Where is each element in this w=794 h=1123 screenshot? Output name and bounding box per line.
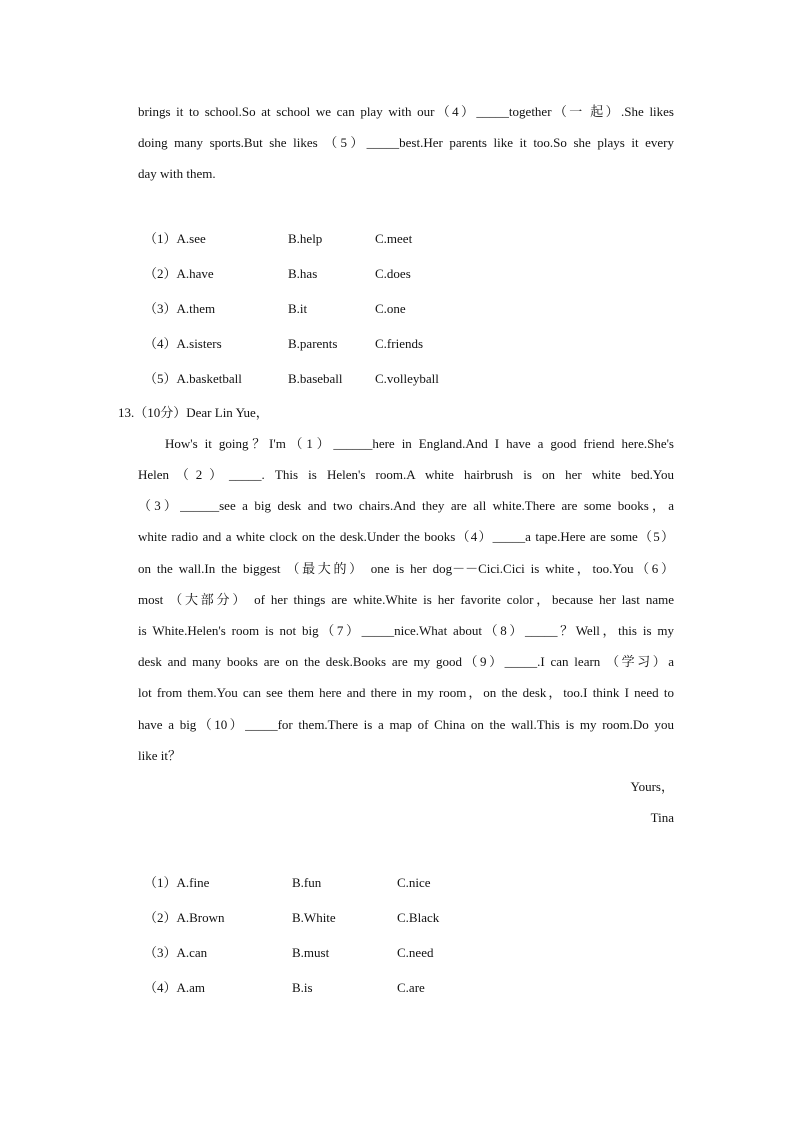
option-c: C.nice xyxy=(397,875,431,890)
option-b: B.is xyxy=(292,980,313,995)
letter-line: Helen（2）_____. This is Helen's room.A white hairbrush is on her white bed.You xyxy=(138,467,674,482)
letter-line: have a big（10）_____for them.There is a map of China on the wall.This is my room.Do you xyxy=(138,717,674,732)
option-a: （1）A.see xyxy=(144,231,206,246)
option-b: B.it xyxy=(288,301,308,316)
option-b: B.fun xyxy=(292,875,322,890)
passage-line: brings it to school.So at school we can play with our（4）_____together（一 起）.She likes xyxy=(138,104,674,119)
option-b: B.White xyxy=(292,910,336,925)
letter-line: white radio and a white clock on the desk.Under the books（4）_____a tape.Here are some（5） xyxy=(138,529,674,544)
option-b: B.help xyxy=(288,231,323,246)
letter-line: most （大部分） of her things are white.White is her favorite color，because her last name xyxy=(138,592,674,607)
option-a: （2）A.Brown xyxy=(144,910,225,925)
option-a: （1）A.fine xyxy=(144,875,210,890)
letter-closing: Yours， xyxy=(630,779,674,794)
passage-line: doing many sports.But she likes （5）_____best.Her parents like it too.So she plays it every xyxy=(138,135,674,150)
option-b: B.has xyxy=(288,266,318,281)
option-c: C.need xyxy=(397,945,434,960)
option-c: C.one xyxy=(375,301,406,316)
letter-line: like it？ xyxy=(138,748,181,763)
option-c: C.meet xyxy=(375,231,413,246)
option-c: C.volleyball xyxy=(375,371,439,386)
letter-line: （3）______see a big desk and two chairs.And they are all white.There are some books，a xyxy=(138,498,674,513)
letter-line: desk and many books are on the desk.Books are my good（9）_____.I can learn （学习）a xyxy=(138,654,674,669)
passage-line: day with them. xyxy=(138,166,216,181)
letter-signature: Tina xyxy=(650,810,674,825)
letter-line: is White.Helen's room is not big（7）_____nice.What about（8）_____？Well，this is my xyxy=(138,623,674,638)
option-a: （3）A.them xyxy=(144,301,216,316)
option-c: C.does xyxy=(375,266,411,281)
question-header: 13.（10分）Dear Lin Yue， xyxy=(118,405,269,420)
option-a: （4）A.sisters xyxy=(144,336,222,351)
option-c: C.are xyxy=(397,980,425,995)
letter-line: on the wall.In the biggest （最大的） one is her dog－－Cici.Cici is white，too.You（6） xyxy=(138,561,674,576)
option-b: B.parents xyxy=(288,336,338,351)
letter-line: How's it going？I'm（1）______here in England.And I have a good friend here.She's xyxy=(165,436,674,451)
option-a: （5）A.basketball xyxy=(144,371,242,386)
option-c: C.Black xyxy=(397,910,440,925)
option-b: B.must xyxy=(292,945,330,960)
option-c: C.friends xyxy=(375,336,424,351)
option-a: （4）A.am xyxy=(144,980,206,995)
option-a: （2）A.have xyxy=(144,266,214,281)
option-b: B.baseball xyxy=(288,371,343,386)
option-a: （3）A.can xyxy=(144,945,208,960)
letter-line: lot from them.You can see them here and there in my room，on the desk，too.I think I need to xyxy=(138,685,674,700)
